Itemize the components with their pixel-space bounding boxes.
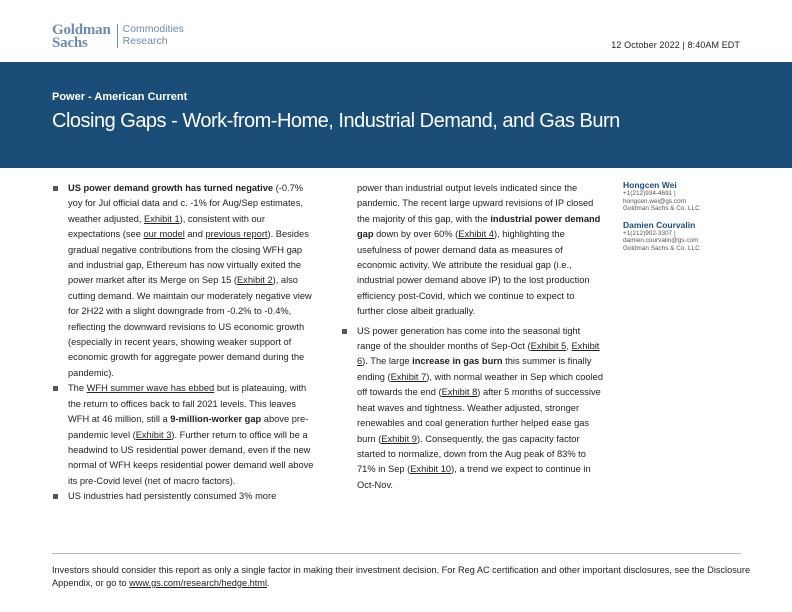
report-title: Closing Gaps - Work-from-Home, Industrial Demand, and Gas Burn — [52, 110, 620, 132]
exhibit-6-link[interactable]: Exhibit 6 — [357, 341, 600, 367]
industries-continuation: power than industrial output levels indicated since the pandemic. The recent large upward revisions of IP closed the majority of this gap, with the industrial power demand gap down by over 60% (Exhibit 4), highlighting the usefulness of power demand data as measures of economic activity. We attribute the residual gap (i.e., industrial power demand above IP) to the lost production efficiency post-Covid, which we continue to expect to further close albeit gradually. — [357, 183, 601, 317]
title-banner — [0, 62, 792, 168]
author-phone: +1(212)934-4691 | — [623, 190, 676, 197]
disclosure-link[interactable]: www.gs.com/research/hedge.html — [129, 577, 267, 588]
author-email[interactable]: damien.courvalin@gs.com — [623, 237, 699, 245]
logo-divider — [117, 24, 118, 48]
author-phone: +1(212)902-3307 | — [623, 229, 676, 237]
wfh-summer-wave-link[interactable]: WFH summer wave has ebbed — [86, 383, 215, 394]
bullet-power-demand: US power demand growth has turned negative (-0.7% yoy for Jul official data and c. -1% for Aug/Sep estimates, weather adjusted, Exhibit 1), consistent with our expectations (see our model and previous report). Besides gradual negative contributions from the closing WFH gap and industrial gap, Ethereum has now virtually exited the power market after its Merge on Sep 15 (Exhibit 2), also cutting demand. We maintain our moderately negative view for 2H22 with a slight downgrade from -0.2% to -0.4%, reflecting the downward revisions to US economic growth (especially in recent years, showing weaker support of economic growth for aggregate power demand during the pandemic). — [52, 181, 316, 381]
logo-wordmark: Goldman Sachs — [52, 22, 111, 51]
exhibit-4-link[interactable]: Exhibit 4 — [458, 229, 494, 240]
bullet-industries: US industries had persistently consumed 3% more — [52, 489, 316, 504]
author-name[interactable]: Hongcen Wei — [623, 180, 677, 190]
author-firm: Goldman Sachs & Co. LLC — [623, 205, 700, 213]
bullet-wfh: The WFH summer wave has ebbed but is plateauing, with the return to offices back to fall 2021 levels. This leaves WFH at 46 million, still a 9-million-worker gap above pre-pandemic level (Exhibit 3). Further return to office will be a headwind to US residential power demand, even if the new normal of WFH keeps residential power demand well above its pre-Covid level (net of macro factors). — [52, 381, 316, 489]
our-model-link[interactable]: our model — [143, 229, 185, 240]
exhibit-7-link[interactable]: Exhibit 7 — [390, 371, 427, 382]
series-name: Power - American Current — [52, 91, 188, 103]
body-column-middle — [341, 181, 603, 493]
previous-report-link[interactable]: previous report — [205, 229, 268, 240]
bullet-power-generation: US power generation has come into the seasonal tight range of the shoulder months of Sep-Oct (Exhibit 5, Exhibit 6). The large increase in gas burn this summer is finally ending (Exhibit 7), with normal weather in Sep which cooled off towards the end (Exhibit 8) after 5 months of successive heat waves and tightness. Weather adjusted, stronger renewables and coal generation further helped ease gas burn (Exhibit 9). Consequently, the gas capacity factor started to normalize, down from the Aug peak of 83% to 71% in Sep (Exhibit 10), a trend we expect to continue in Oct-Nov. — [341, 324, 603, 493]
exhibit-8-link[interactable]: Exhibit 8 — [441, 387, 478, 398]
bullet-marker — [53, 386, 58, 391]
exhibit-9-link[interactable]: Exhibit 9 — [381, 433, 417, 444]
bullet-marker — [342, 329, 347, 334]
author-card — [623, 180, 753, 213]
author-sidebar — [623, 180, 753, 260]
footer-divider — [52, 553, 741, 554]
disclosure-footer: Investors should consider this report as only a single factor in making their investment decision. For Reg AC certification and other important disclosures, see the Disclosure Appendix, or go to www.gs.com/research/hedge.html. — [52, 565, 751, 588]
bullet-marker — [53, 494, 58, 499]
author-card — [623, 220, 753, 253]
author-email[interactable]: hongcen.wei@gs.com — [623, 197, 686, 205]
author-firm: Goldman Sachs & Co. LLC — [623, 244, 700, 252]
page-header — [0, 0, 792, 62]
publication-date: 12 October 2022 | 8:40AM EDT — [611, 40, 740, 50]
exhibit-5-link[interactable]: Exhibit 5 — [530, 341, 567, 352]
author-name[interactable]: Damien Courvalin — [623, 219, 696, 230]
bullet-marker — [53, 186, 58, 191]
body-column-left — [52, 181, 316, 505]
research-unit-label: Commodities Research — [122, 23, 184, 47]
exhibit-10-link[interactable]: Exhibit 10 — [410, 464, 452, 475]
exhibit-2-link[interactable]: Exhibit 2 — [236, 275, 273, 286]
exhibit-3-link[interactable]: Exhibit 3 — [135, 429, 172, 440]
exhibit-1-link[interactable]: Exhibit 1 — [143, 213, 180, 224]
goldman-sachs-logo[interactable] — [52, 24, 184, 50]
